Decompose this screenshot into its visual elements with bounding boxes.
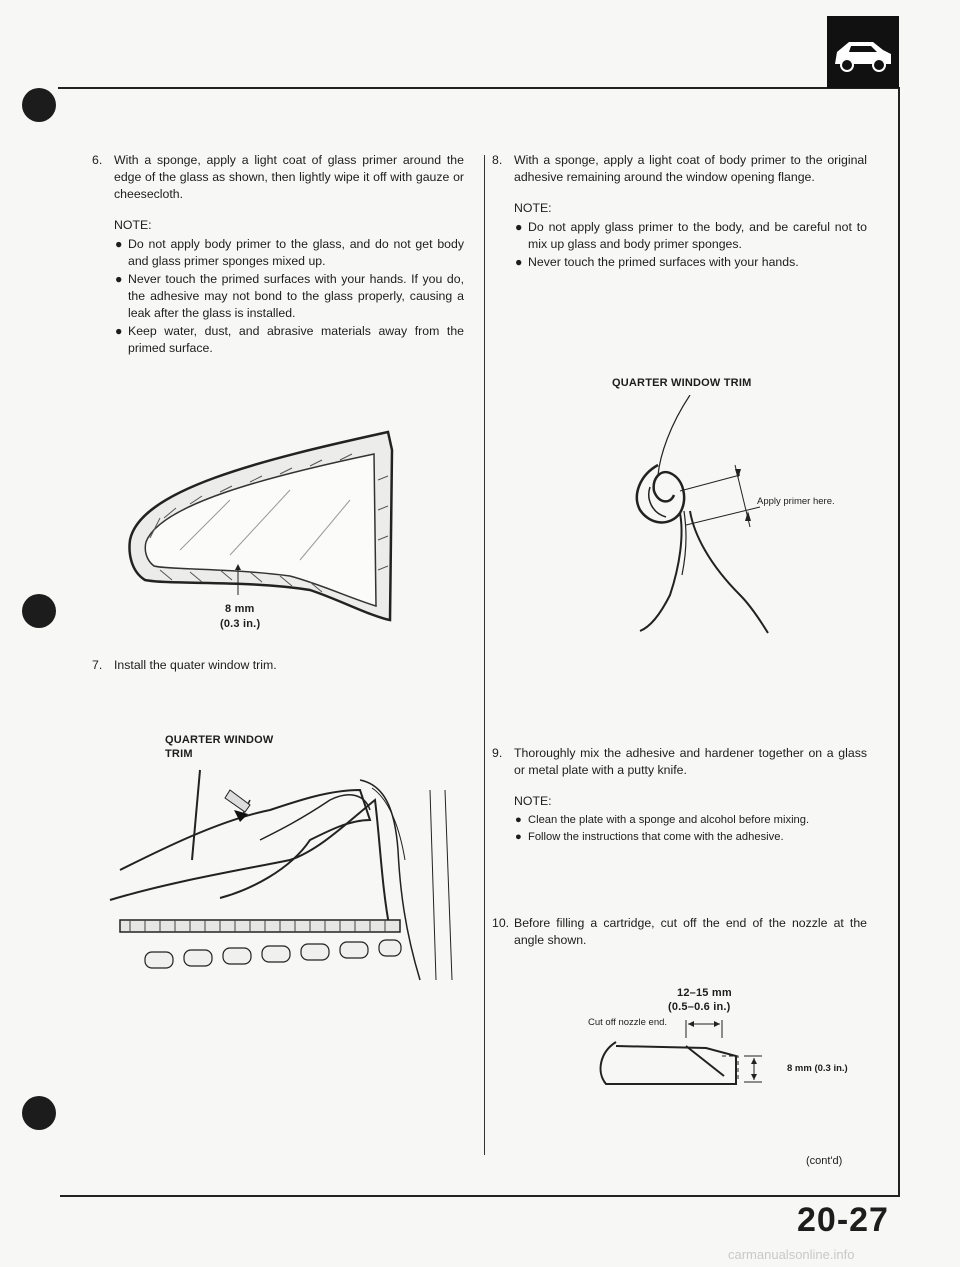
page-number: 20-27 [797, 1201, 889, 1239]
bullet-icon: ● [515, 220, 523, 234]
step-text: With a sponge, apply a light coat of body primer to the original adhesive remaining around the window opening flange. [514, 153, 867, 184]
note-list [492, 219, 867, 271]
trim-cross-section-figure [610, 395, 830, 635]
note-item: ● Never touch the primed surfaces with your hands. [515, 255, 799, 269]
note-title: NOTE: [114, 218, 152, 232]
note-list [492, 812, 867, 845]
note-item: ● Keep water, dust, and abrasive materials away from the primed surface. [115, 324, 464, 355]
trim-install-figure [100, 760, 470, 990]
note-title: NOTE: [514, 201, 552, 215]
step-7 [92, 657, 464, 674]
bullet-icon: ● [115, 324, 123, 338]
continued-label: (cont'd) [806, 1155, 843, 1167]
note-item: ● Clean the plate with a sponge and alcohol before mixing. [515, 814, 810, 826]
binder-hole [22, 594, 56, 628]
watermark: carmanualsonline.info [728, 1247, 855, 1262]
step-text: Thoroughly mix the adhesive and hardener together on a glass or metal plate with a putty knife. [514, 746, 867, 777]
bullet-icon: ● [115, 237, 123, 251]
page-frame-top [58, 87, 900, 89]
callout-label: Apply primer here. [757, 496, 835, 507]
step-text: With a sponge, apply a light coat of glass primer around the edge of the glass as shown, then lightly wipe it off with gauze or cheesecloth. [114, 153, 464, 201]
note-item: ● Do not apply body primer to the glass, and do not get body and glass primer sponges mixed up. [115, 237, 464, 268]
note-list [92, 236, 464, 357]
quarter-glass-figure [120, 420, 410, 640]
cut-label: Cut off nozzle end. [588, 1017, 668, 1028]
step-number: 10. [492, 916, 510, 930]
step-number: 8. [492, 153, 503, 167]
figure-label: QUARTER WINDOW [165, 734, 274, 746]
figure-label: QUARTER WINDOW TRIM [612, 377, 752, 389]
dimension-label: 12–15 mm [677, 987, 732, 999]
step-text: Install the quater window trim. [114, 658, 277, 672]
step-number: 6. [92, 153, 103, 167]
nozzle-figure [586, 1012, 786, 1092]
column-divider [484, 155, 485, 1155]
binder-hole [22, 1096, 56, 1130]
step-10 [492, 915, 867, 949]
step-text: Before filling a cartridge, cut off the end of the nozzle at the angle shown. [514, 916, 867, 947]
step-number: 9. [492, 746, 503, 760]
step-number: 7. [92, 658, 103, 672]
bullet-icon: ● [515, 814, 522, 826]
step-6 [92, 152, 464, 203]
binder-hole [22, 88, 56, 122]
page-frame-right [898, 87, 900, 1197]
step-9 [492, 745, 867, 846]
dimension-label-inches: (0.5–0.6 in.) [668, 1001, 731, 1013]
dimension-label: 8 mm [225, 603, 255, 615]
figure-label: TRIM [165, 748, 193, 760]
right-column [492, 152, 867, 272]
note-item: ● Follow the instructions that come with the adhesive. [515, 831, 784, 843]
step-8 [492, 152, 867, 186]
bullet-icon: ● [115, 272, 123, 286]
left-column [92, 152, 464, 358]
page-frame-bottom [60, 1195, 900, 1197]
car-body-icon [827, 16, 899, 88]
dimension-label-inches: (0.3 in.) [220, 618, 261, 630]
note-item: ● Do not apply glass primer to the body, and be careful not to mix up glass and body primer sponges. [515, 220, 867, 251]
note-item: ● Never touch the primed surfaces with your hands. If you do, the adhesive may not bond to the glass properly, causing a leak after the glass is installed. [115, 272, 464, 320]
bullet-icon: ● [515, 831, 522, 843]
bullet-icon: ● [515, 255, 523, 269]
dimension-label-side: 8 mm (0.3 in.) [787, 1063, 848, 1074]
note-title: NOTE: [514, 794, 552, 808]
